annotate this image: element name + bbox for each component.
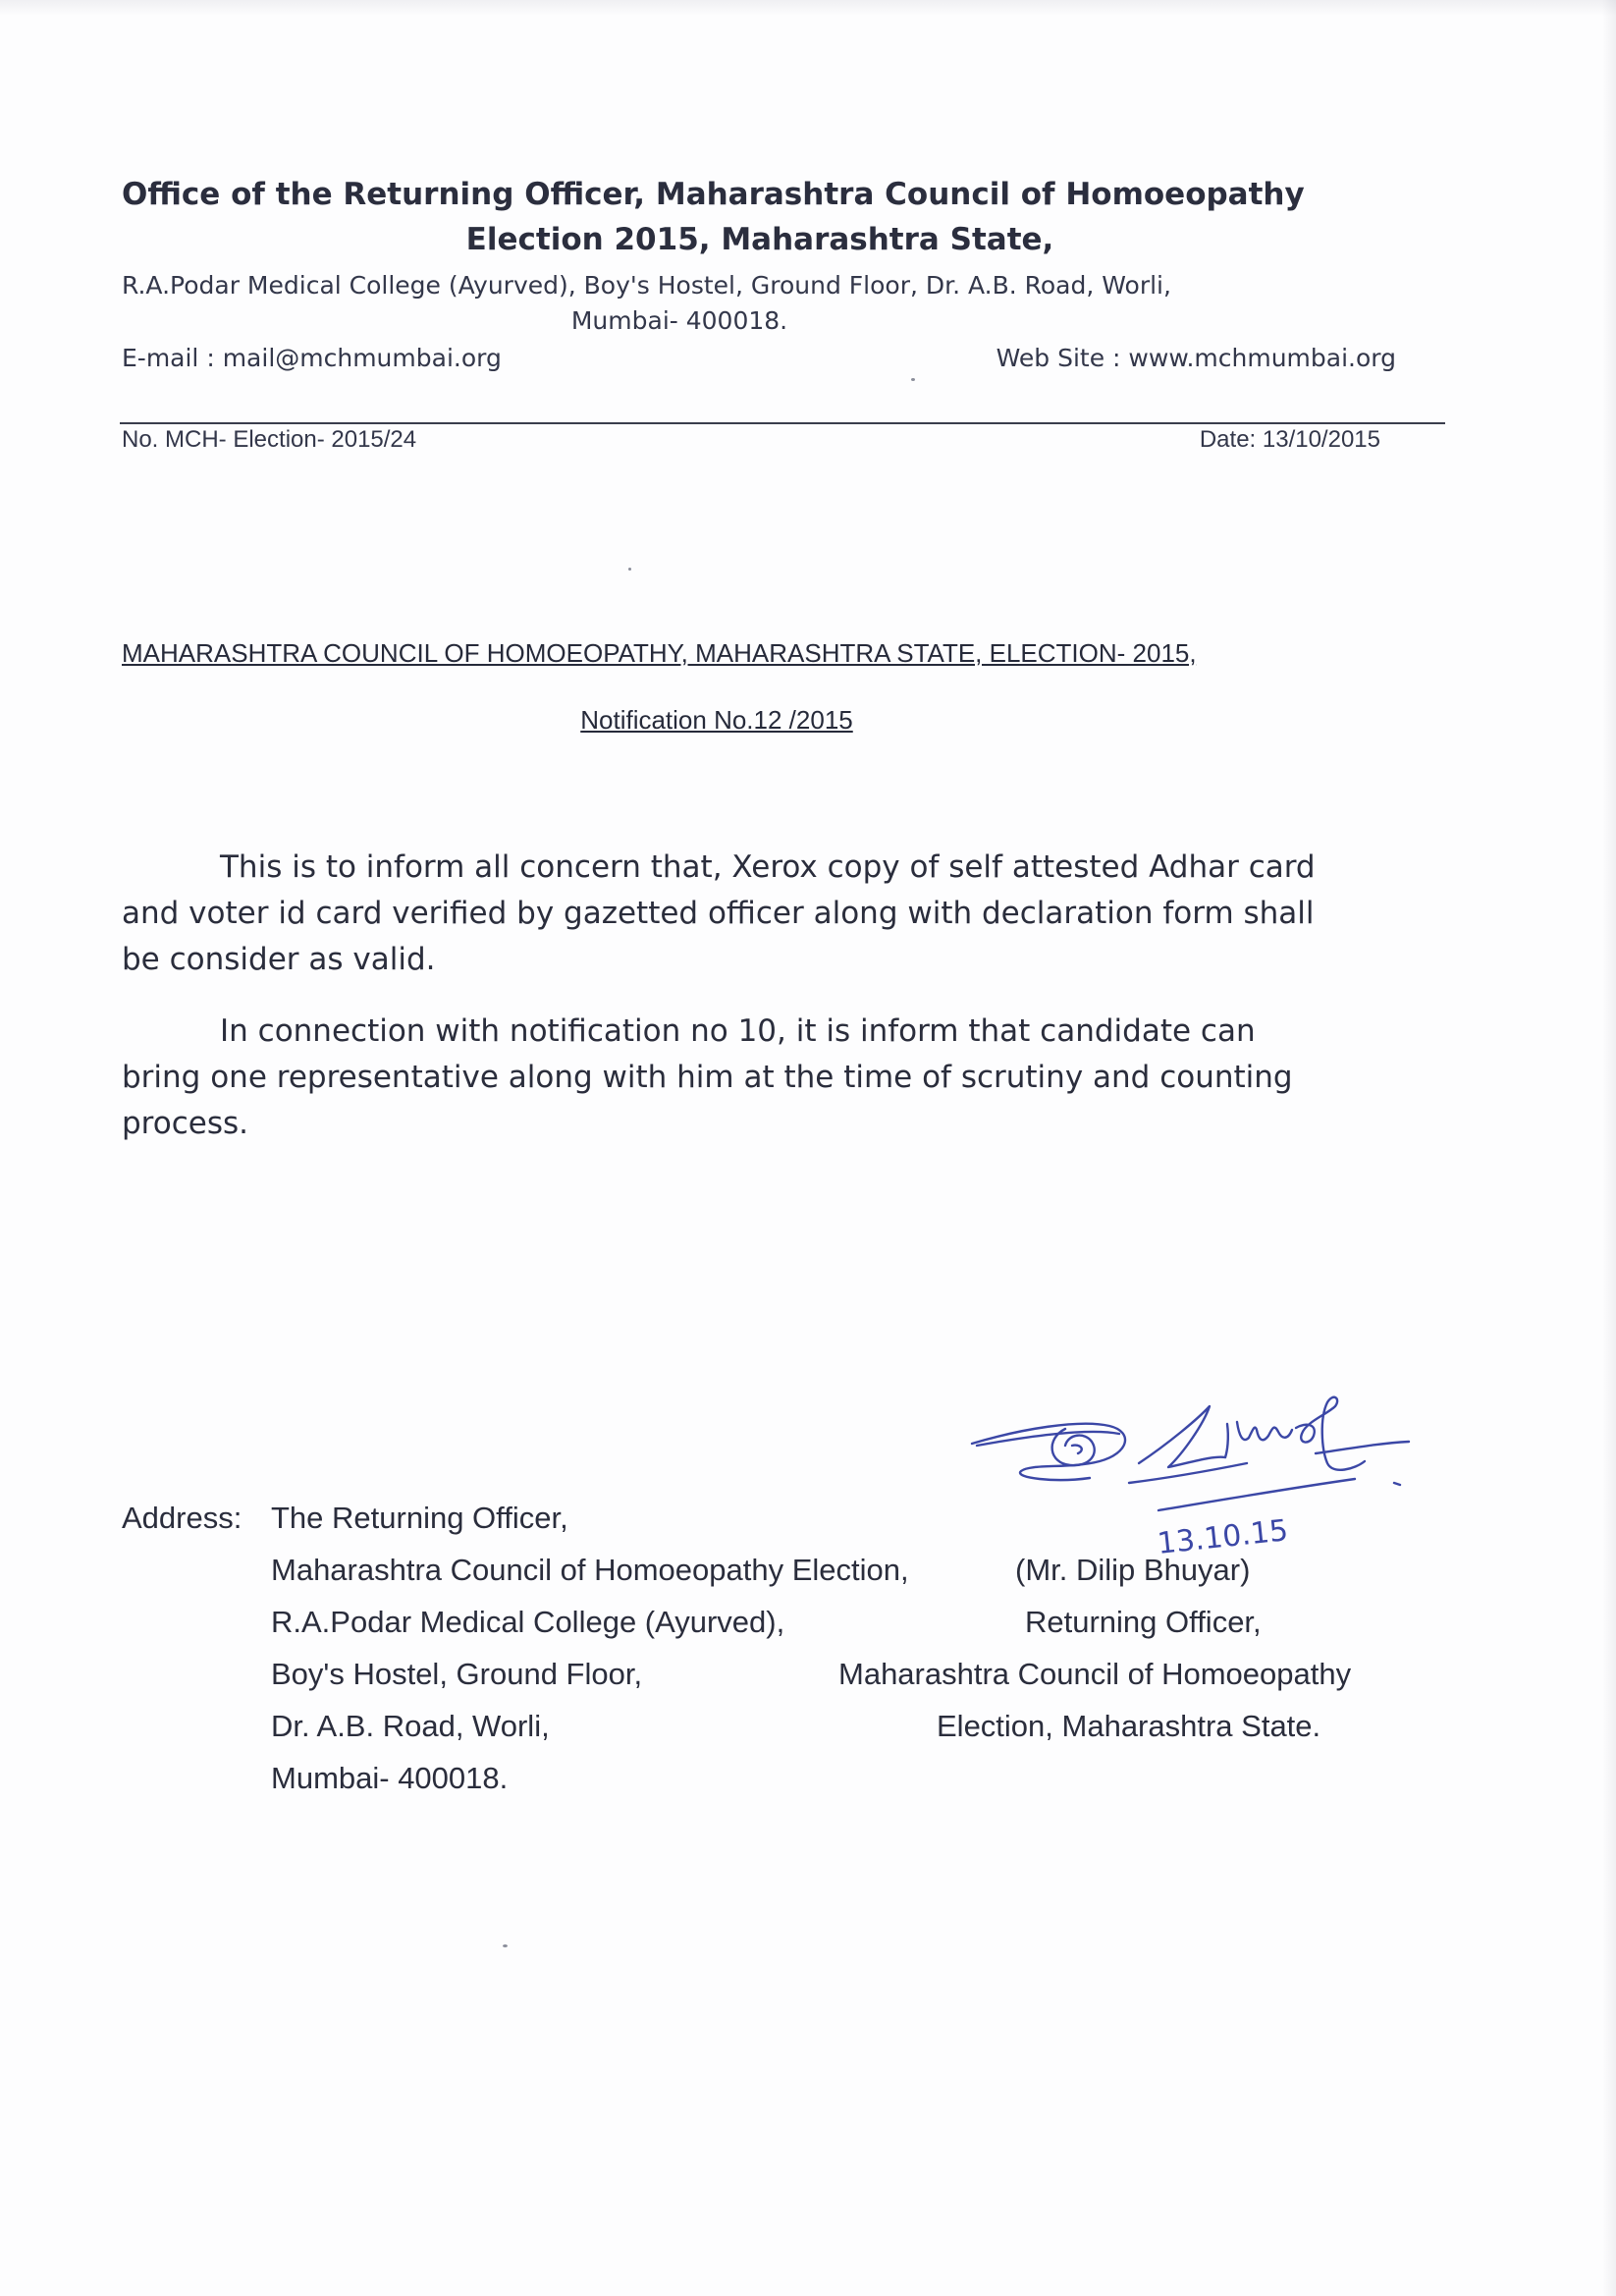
letterhead-website: Web Site : www.mchmumbai.org: [996, 344, 1396, 372]
scan-top-shadow: [0, 0, 1616, 16]
signatory-designation: Returning Officer,: [1025, 1605, 1262, 1639]
letterhead-divider: [120, 422, 1445, 424]
notification-number: Notification No.12 /2015: [580, 705, 853, 735]
letterhead-address-line2: Mumbai- 400018.: [570, 306, 788, 335]
signatory-organization-line2: Election, Maharashtra State.: [937, 1709, 1321, 1743]
address-label: Address:: [122, 1501, 242, 1535]
scan-speck: [628, 568, 631, 571]
address-line: The Returning Officer,: [271, 1501, 568, 1535]
scan-speck: [503, 1944, 508, 1947]
paragraph-line: process.: [122, 1106, 248, 1141]
body-paragraph-2: [122, 1009, 1418, 1147]
address-line: Dr. A.B. Road, Worli,: [271, 1709, 550, 1743]
address-line: Maharashtra Council of Homoeopathy Election,: [271, 1553, 909, 1587]
reference-date: Date: 13/10/2015: [1199, 426, 1380, 453]
handwritten-signature: [962, 1385, 1424, 1566]
reference-number: No. MCH- Election- 2015/24: [122, 426, 417, 453]
body-paragraph-1: [122, 845, 1418, 983]
notice-heading: MAHARASHTRA COUNCIL OF HOMOEOPATHY, MAHARASHTRA STATE, ELECTION- 2015,: [122, 638, 1197, 668]
paragraph-line: This is to inform all concern that, Xerox copy of self attested Adhar card: [220, 849, 1316, 885]
address-line: Boy's Hostel, Ground Floor,: [271, 1657, 643, 1691]
signature-date: 13.10.15: [1156, 1513, 1290, 1561]
letterhead-address-line1: R.A.Podar Medical College (Ayurved), Boy's Hostel, Ground Floor, Dr. A.B. Road, Worli,: [122, 271, 1171, 300]
signatory-organization-line1: Maharashtra Council of Homoeopathy: [838, 1657, 1352, 1691]
signatory-name: (Mr. Dilip Bhuyar): [1015, 1553, 1251, 1587]
paragraph-line: be consider as valid.: [122, 942, 436, 977]
letterhead-email: E-mail : mail@mchmumbai.org: [122, 344, 502, 372]
letterhead-title-line1: Office of the Returning Officer, Maharashtra Council of Homoeopathy: [122, 177, 1305, 212]
paragraph-line: and voter id card verified by gazetted officer along with declaration form shall: [122, 896, 1315, 931]
scan-speck: [911, 378, 915, 381]
address-line: Mumbai- 400018.: [271, 1761, 509, 1795]
paragraph-line: bring one representative along with him at the time of scrutiny and counting: [122, 1060, 1293, 1095]
letterhead-title-line2: Election 2015, Maharashtra State,: [465, 222, 1054, 257]
scan-edge-shadow: [1602, 0, 1616, 2296]
address-line: R.A.Podar Medical College (Ayurved),: [271, 1605, 785, 1639]
paragraph-line: In connection with notification no 10, it is inform that candidate can: [220, 1013, 1256, 1049]
